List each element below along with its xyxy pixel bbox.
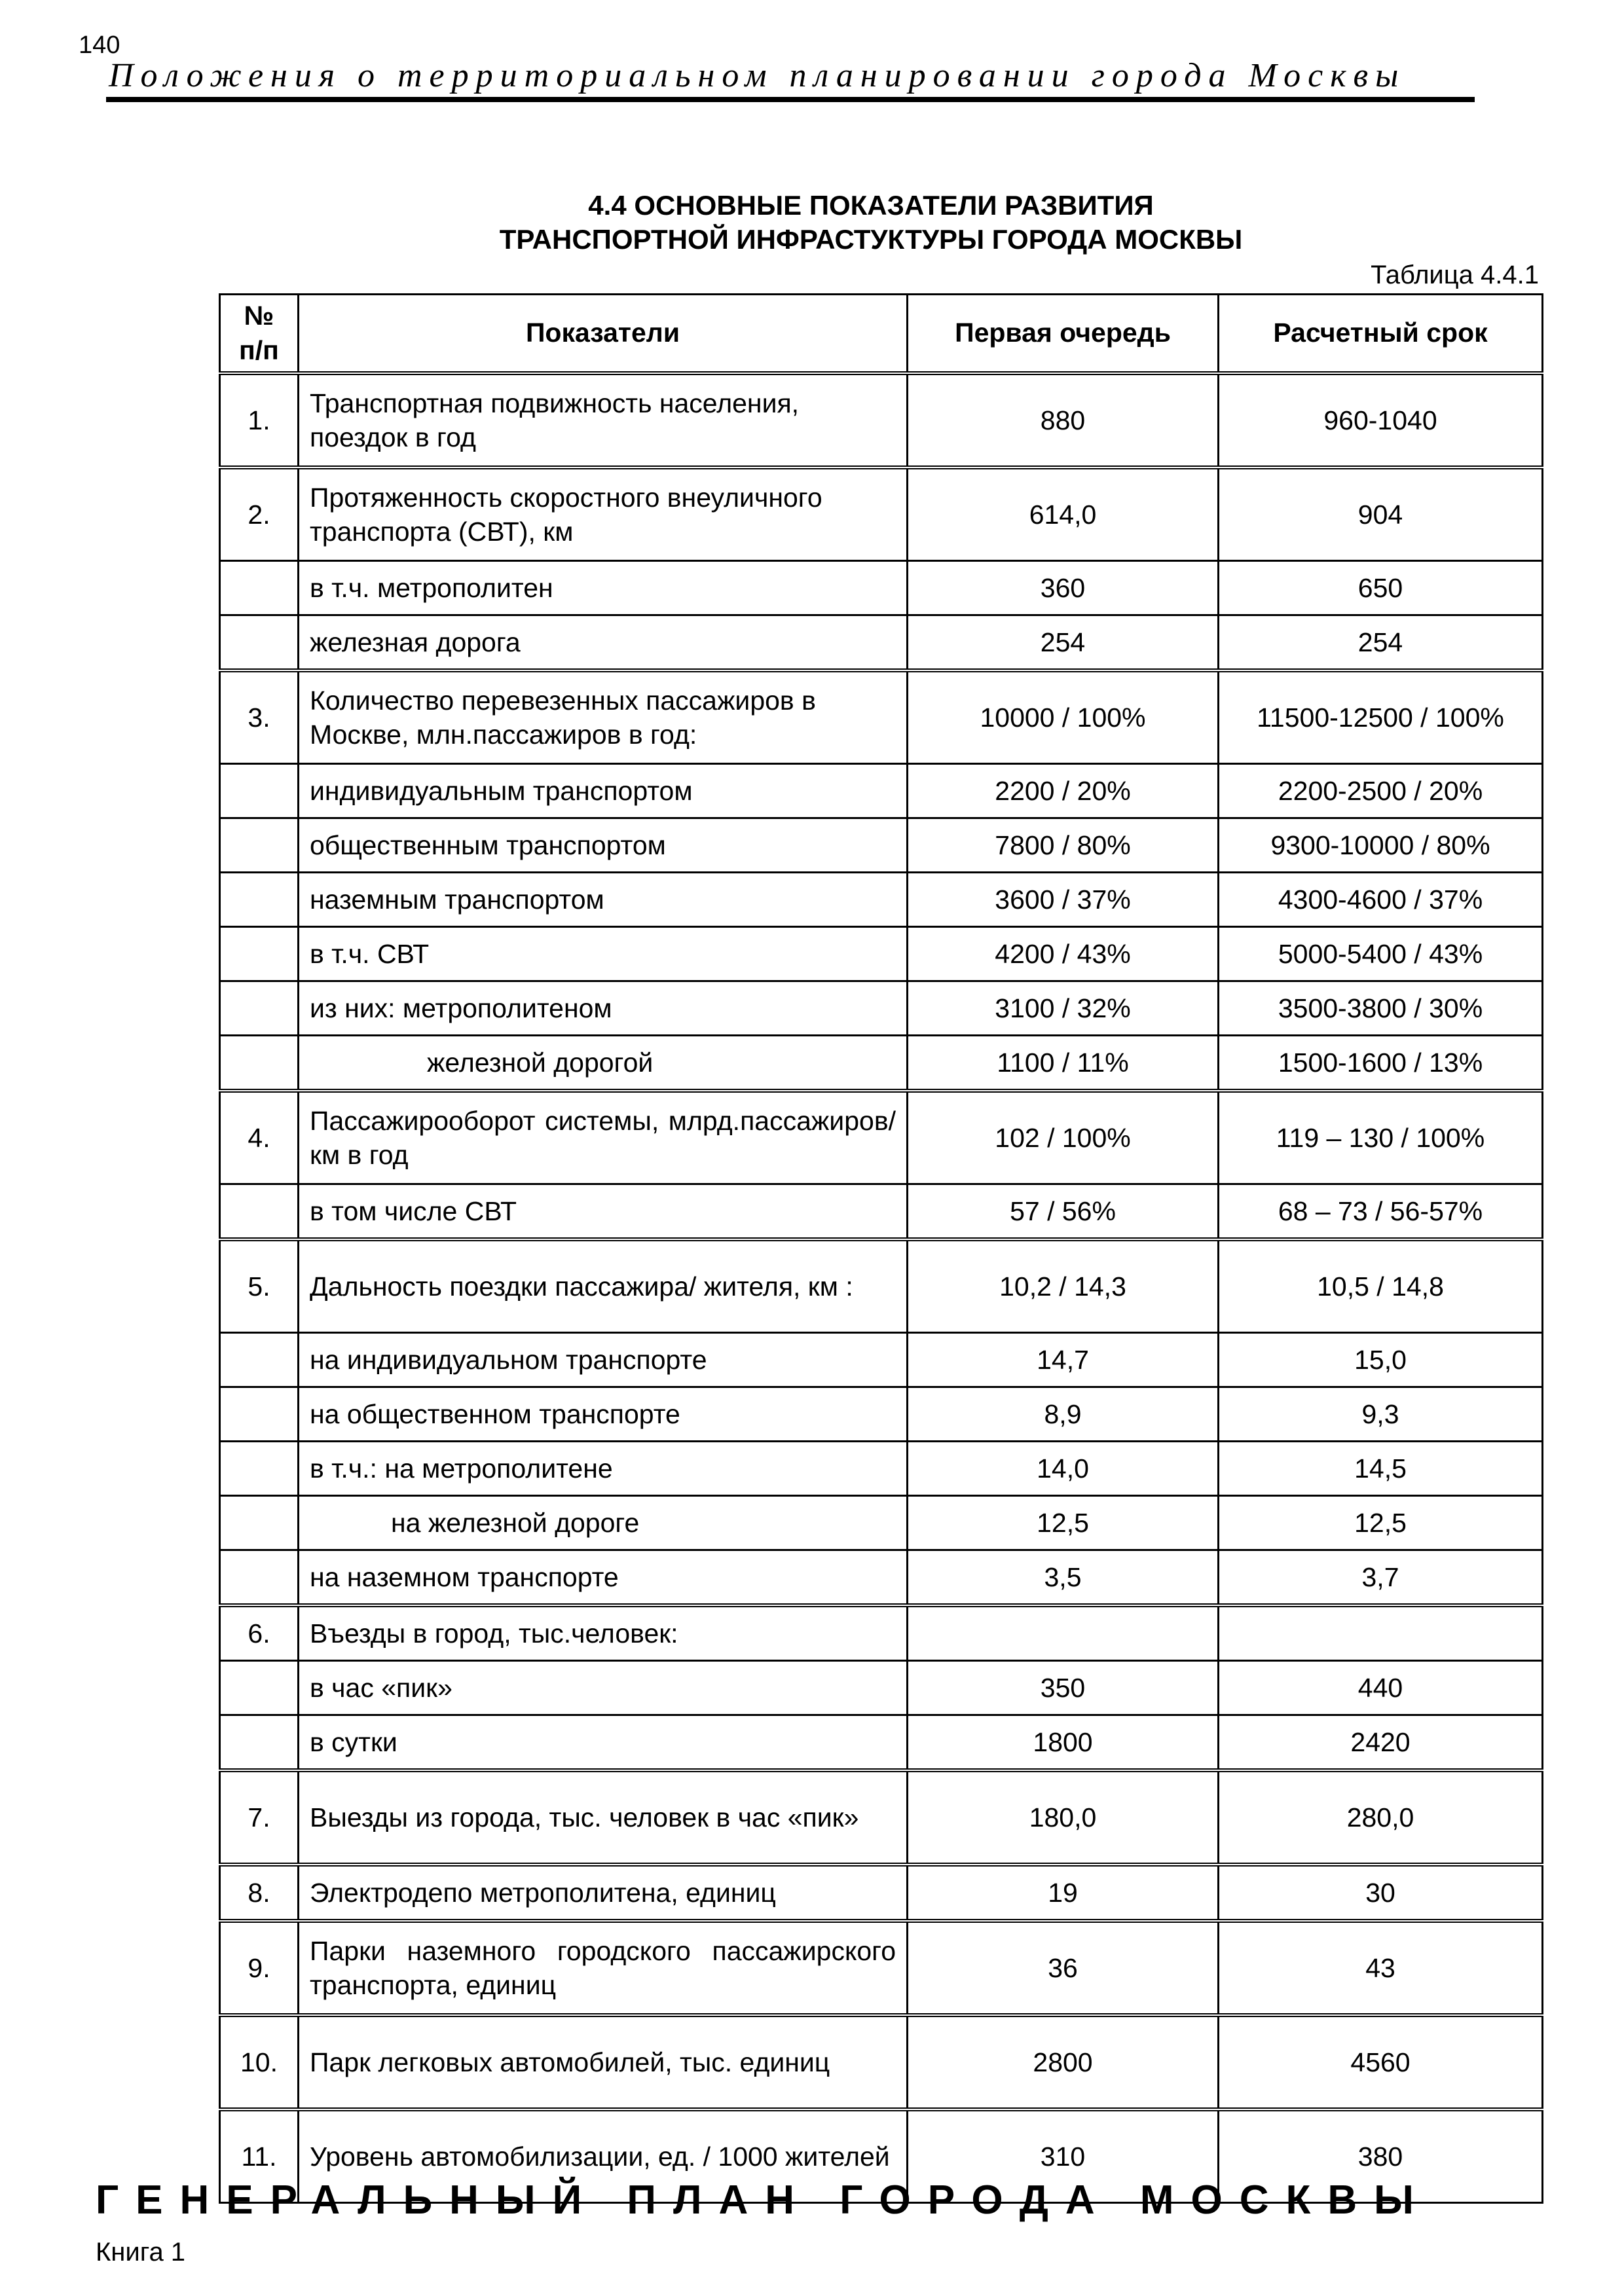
row-term: 440 [1219,1661,1543,1715]
table-row [220,1715,1543,1771]
row-first: 880 [908,373,1219,467]
row-term: 4560 [1219,2015,1543,2109]
row-term: 904 [1219,467,1543,561]
row-name: общественным транспортом [299,818,908,873]
row-name: наземным транспортом [299,873,908,927]
row-num [220,1550,299,1606]
row-term: 119 – 130 / 100% [1219,1091,1543,1184]
row-name: в т.ч. метрополитен [299,561,908,615]
row-first: 1800 [908,1715,1219,1771]
table-row [220,2015,1543,2109]
table-row [220,1865,1543,1921]
table-row [220,1921,1543,2015]
row-term: 3500-3800 / 30% [1219,981,1543,1036]
row-name: Уровень автомобилизации, ед. / 1000 жителей [299,2109,908,2203]
table-header-row [220,295,1543,374]
row-name: Транспортная подвижность населения, поездок в год [299,373,908,467]
row-first: 310 [908,2109,1219,2203]
row-num [220,873,299,927]
row-num: 1. [220,373,299,467]
row-name: на общественном транспорте [299,1387,908,1442]
row-num: 10. [220,2015,299,2109]
table-row [220,764,1543,818]
row-name: на наземном транспорте [299,1550,908,1606]
row-first: 254 [908,615,1219,671]
row-term: 11500-12500 / 100% [1219,670,1543,764]
row-term: 30 [1219,1865,1543,1921]
row-term: 4300-4600 / 37% [1219,873,1543,927]
table-row [220,1387,1543,1442]
row-name: железной дорогой [299,1036,908,1091]
table-row [220,615,1543,671]
row-first: 14,0 [908,1442,1219,1496]
row-name: на индивидуальном транспорте [299,1333,908,1387]
row-name: Протяженность скоростного внеуличного транспорта (СВТ), км [299,467,908,561]
row-name: железная дорога [299,615,908,671]
col-header-num: № п/п [220,295,299,374]
row-name: Парк легковых автомобилей, тыс. единиц [299,2015,908,2109]
row-num: 4. [220,1091,299,1184]
row-name: Электродепо метрополитена, единиц [299,1865,908,1921]
row-num [220,927,299,981]
row-first: 614,0 [908,467,1219,561]
col-header-first: Первая очередь [908,295,1219,374]
section-title-line1: 4.4 ОСНОВНЫЕ ПОКАЗАТЕЛИ РАЗВИТИЯ [588,190,1154,221]
table-row [220,1605,1543,1661]
row-first: 12,5 [908,1496,1219,1550]
row-num [220,1333,299,1387]
row-name: в т.ч.: на метрополитене [299,1442,908,1496]
book-label: Книга 1 [96,2238,186,2267]
row-first: 180,0 [908,1770,1219,1865]
row-term: 960-1040 [1219,373,1543,467]
row-term: 380 [1219,2109,1543,2203]
row-name: в том числе СВТ [299,1184,908,1240]
row-term: 43 [1219,1921,1543,2015]
row-first: 2200 / 20% [908,764,1219,818]
row-first: 3,5 [908,1550,1219,1606]
row-first: 8,9 [908,1387,1219,1442]
row-first: 36 [908,1921,1219,2015]
row-term: 9300-10000 / 80% [1219,818,1543,873]
row-first: 350 [908,1661,1219,1715]
row-name: в сутки [299,1715,908,1771]
table-row [220,1333,1543,1387]
row-num: 6. [220,1605,299,1661]
table-row [220,873,1543,927]
row-term: 15,0 [1219,1333,1543,1387]
row-name: Выезды из города, тыс. человек в час «пик» [299,1770,908,1865]
row-num [220,1036,299,1091]
row-term: 5000-5400 / 43% [1219,927,1543,981]
row-num: 11. [220,2109,299,2203]
row-name: на железной дороге [299,1496,908,1550]
table-row [220,818,1543,873]
row-term: 2420 [1219,1715,1543,1771]
row-term: 650 [1219,561,1543,615]
row-term: 2200-2500 / 20% [1219,764,1543,818]
table-row [220,1091,1543,1184]
col-header-name: Показатели [299,295,908,374]
table-row [220,1184,1543,1240]
row-first: 1100 / 11% [908,1036,1219,1091]
row-term: 254 [1219,615,1543,671]
row-first: 57 / 56% [908,1184,1219,1240]
row-num: 2. [220,467,299,561]
row-first: 10000 / 100% [908,670,1219,764]
row-term: 68 – 73 / 56-57% [1219,1184,1543,1240]
row-num [220,1496,299,1550]
row-num [220,561,299,615]
row-name: в т.ч. СВТ [299,927,908,981]
table-row [220,927,1543,981]
table-row [220,1661,1543,1715]
row-num [220,764,299,818]
row-num [220,981,299,1036]
row-term [1219,1605,1543,1661]
indicators-table [219,293,1543,2204]
header-rule [106,97,1475,102]
col-header-term: Расчетный срок [1219,295,1543,374]
row-num [220,615,299,671]
row-first: 2800 [908,2015,1219,2109]
row-term: 12,5 [1219,1496,1543,1550]
table-row [220,1442,1543,1496]
row-first: 3600 / 37% [908,873,1219,927]
row-num: 8. [220,1865,299,1921]
row-num: 5. [220,1239,299,1333]
table-row [220,467,1543,561]
table-row [220,981,1543,1036]
table-row [220,373,1543,467]
row-num [220,818,299,873]
row-first: 14,7 [908,1333,1219,1387]
page-number: 140 [79,31,120,59]
row-first: 10,2 / 14,3 [908,1239,1219,1333]
row-name: Парки наземного городского пассажирского транспорта, единиц [299,1921,908,2015]
table-row [220,1770,1543,1865]
row-first: 19 [908,1865,1219,1921]
row-first: 7800 / 80% [908,818,1219,873]
row-term: 14,5 [1219,1442,1543,1496]
table-row [220,670,1543,764]
running-header: Положения о территориальном планировании города Москвы [109,57,1406,94]
row-num: 7. [220,1770,299,1865]
table-row [220,561,1543,615]
table-row [220,1036,1543,1091]
row-term: 1500-1600 / 13% [1219,1036,1543,1091]
row-name: в час «пик» [299,1661,908,1715]
row-first: 3100 / 32% [908,981,1219,1036]
table-row [220,1496,1543,1550]
row-name: индивидуальным транспортом [299,764,908,818]
row-first: 102 / 100% [908,1091,1219,1184]
row-first: 360 [908,561,1219,615]
row-num [220,1442,299,1496]
row-num [220,1184,299,1240]
table-label: Таблица 4.4.1 [1371,261,1539,289]
table-row [220,1239,1543,1333]
row-term: 280,0 [1219,1770,1543,1865]
table-row [220,1550,1543,1606]
row-num: 3. [220,670,299,764]
row-name: Пассажирооборот системы, млрд.пассажиров/км в год [299,1091,908,1184]
row-term: 10,5 / 14,8 [1219,1239,1543,1333]
row-name: Количество перевезенных пассажиров в Москве, млн.пассажиров в год: [299,670,908,764]
footer-title: ГЕНЕРАЛЬНЫЙ ПЛАН ГОРОДА МОСКВЫ [96,2178,1431,2223]
row-name: из них: метрополитеном [299,981,908,1036]
row-num [220,1661,299,1715]
section-title-line2: ТРАНСПОРТНОЙ ИНФРАСТУКТУРЫ ГОРОДА МОСКВЫ [499,224,1243,255]
row-term: 3,7 [1219,1550,1543,1606]
row-term: 9,3 [1219,1387,1543,1442]
row-num [220,1715,299,1771]
row-name: Дальность поездки пассажира/ жителя, км : [299,1239,908,1333]
row-num: 9. [220,1921,299,2015]
row-name: Въезды в город, тыс.человек: [299,1605,908,1661]
row-first [908,1605,1219,1661]
row-num [220,1387,299,1442]
row-first: 4200 / 43% [908,927,1219,981]
